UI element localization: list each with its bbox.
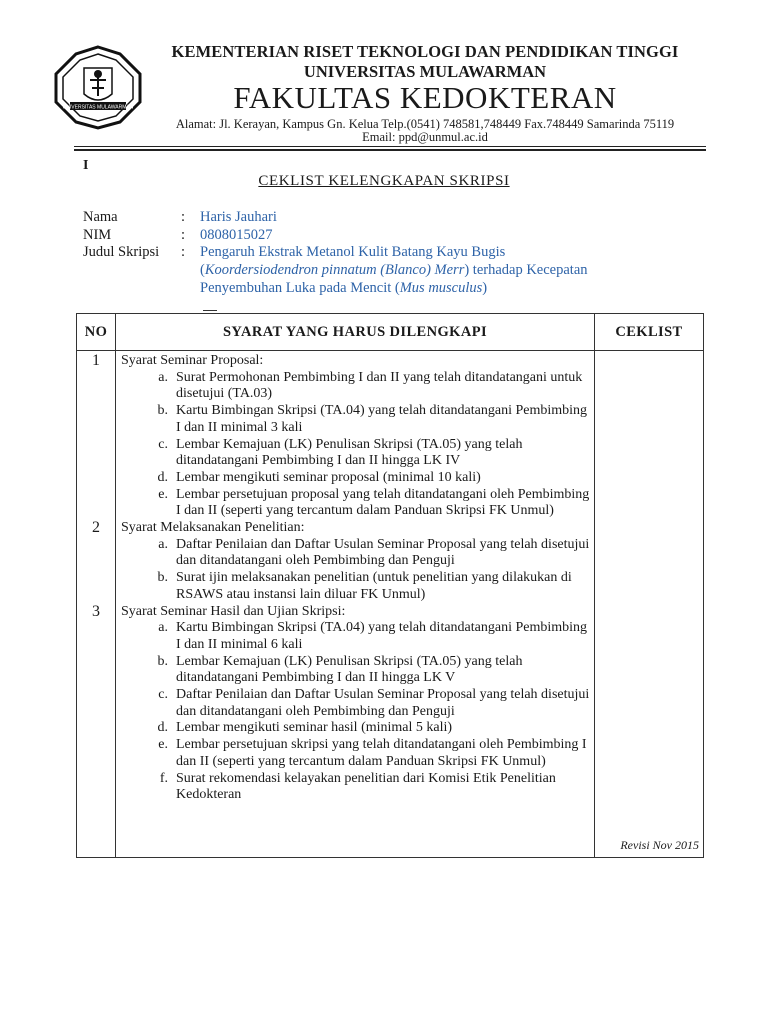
- header-divider-top: [74, 146, 706, 147]
- list-item: [121, 737, 590, 770]
- item-marker: e.: [158, 486, 168, 502]
- judul-line-2: (Koordersiodendron pinnatum (Blanco) Merr) terhadap Kecepatan: [200, 262, 588, 278]
- section-heading: Syarat Seminar Proposal:: [121, 353, 264, 368]
- document-title: CEKLIST KELENGKAPAN SKRIPSI: [258, 173, 510, 189]
- item-text: Lembar mengikuti seminar hasil (minimal 5 kali): [176, 720, 453, 736]
- nama-value: Haris Jauhari: [200, 209, 277, 225]
- requirements-list: [116, 351, 595, 858]
- list-item: [121, 487, 590, 520]
- page-marker: I: [83, 158, 89, 173]
- email-line: Email: ppd@unmul.ac.id: [362, 130, 488, 144]
- section-number: 2: [92, 519, 100, 537]
- list-item: [121, 403, 590, 436]
- item-text: Lembar Kemajuan (LK) Penulisan Skripsi (TA.05) yang telah ditandatangani Pembimbing I dan II hingga LK V: [176, 653, 523, 686]
- item-text: Surat ijin melaksanakan penelitian (untuk penelitian yang dilakukan di RSAWS atau instansi lain diluar FK Unmul): [176, 570, 572, 602]
- judul-label: Judul Skripsi: [83, 244, 160, 260]
- list-item: [121, 570, 590, 603]
- ceklist-cell[interactable]: [595, 351, 704, 858]
- nim-value: 0808015027: [200, 227, 273, 243]
- item-text: Kartu Bimbingan Skripsi (TA.04) yang telah ditandatangani Pembimbing I dan II minimal 6 kali: [176, 620, 588, 652]
- item-marker: f.: [159, 770, 168, 786]
- address-line: Alamat: Jl. Kerayan, Kampus Gn. Kelua Telp.(0541) 748581,748449 Fax.748449 Samarinda 75119: [175, 117, 675, 131]
- list-item: [121, 771, 590, 804]
- item-text: Lembar persetujuan skripsi yang telah ditandatangani oleh Pembimbing I dan II (seperti yang tercantum dalam Panduan Skripsi FK Unmul): [176, 737, 587, 769]
- judul-line-3: Penyembuhan Luka pada Mencit (Mus musculus): [200, 280, 488, 296]
- judul-line-1: Pengaruh Ekstrak Metanol Kulit Batang Kayu Bugis: [200, 244, 506, 260]
- item-text: Daftar Penilaian dan Daftar Usulan Seminar Proposal yang telah disetujui dan ditandatangani oleh Pembimbing dan Penguji: [176, 536, 590, 569]
- faculty-name: FAKULTAS KEDOKTERAN: [233, 80, 617, 115]
- item-text: Surat Permohonan Pembimbing I dan II yang telah ditandatangani untuk disetujui (TA.03): [176, 369, 583, 402]
- col-header-no: NO: [77, 314, 116, 351]
- item-marker: c.: [158, 436, 168, 452]
- item-marker: c.: [158, 687, 168, 703]
- ministry-name: KEMENTERIAN RISET TEKNOLOGI DAN PENDIDIKAN TINGGI: [171, 42, 679, 61]
- list-item: [121, 687, 590, 720]
- list-item: [121, 720, 590, 737]
- logo-text: UNIVERSITAS MULAWARMAN: [62, 104, 134, 111]
- col-header-ceklist: CEKLIST: [595, 314, 704, 351]
- item-marker: d.: [157, 469, 168, 485]
- section-number: 1: [92, 352, 100, 369]
- nama-colon: :: [181, 209, 186, 225]
- checklist-table: [76, 313, 704, 858]
- item-marker: a.: [158, 536, 168, 552]
- revision-note: Revisi Nov 2015: [620, 838, 699, 852]
- list-item: [121, 437, 590, 470]
- table-row: [77, 351, 704, 858]
- item-marker: a.: [158, 369, 168, 385]
- animal-species-name: Mus musculus: [399, 280, 483, 296]
- section-heading: Syarat Seminar Hasil dan Ujian Skripsi:: [121, 603, 346, 619]
- nim-colon: :: [181, 227, 186, 243]
- list-item: [121, 537, 590, 570]
- header-divider-bottom: [74, 149, 706, 151]
- judul-colon: :: [181, 244, 186, 260]
- nim-label: NIM: [83, 227, 112, 243]
- item-text: Kartu Bimbingan Skripsi (TA.04) yang telah ditandatangani Pembimbing I dan II minimal 3 kali: [176, 403, 588, 435]
- item-text: Lembar mengikuti seminar proposal (minimal 10 kali): [176, 469, 481, 485]
- item-marker: d.: [157, 720, 168, 736]
- nama-label: Nama: [83, 209, 118, 225]
- cursor-mark: [203, 310, 217, 311]
- section-number: 3: [92, 602, 100, 620]
- item-marker: b.: [157, 403, 168, 419]
- university-name: UNIVERSITAS MULAWARMAN: [303, 62, 547, 81]
- col-header-syarat: SYARAT YANG HARUS DILENGKAPI: [116, 314, 595, 351]
- item-text: Lembar persetujuan proposal yang telah ditandatangani oleh Pembimbing I dan II (seperti yang tercantum dalam Panduan Skripsi FK Unmul): [176, 486, 590, 519]
- item-marker: b.: [157, 570, 168, 586]
- species-name: Koordersiodendron pinnatum (Blanco) Merr: [204, 262, 465, 278]
- item-marker: b.: [157, 653, 168, 669]
- item-marker: e.: [158, 737, 168, 753]
- item-text: Lembar Kemajuan (LK) Penulisan Skripsi (TA.05) yang telah ditandatangani Pembimbing I dan II hingga LK IV: [176, 436, 523, 469]
- list-item: [121, 654, 590, 687]
- list-item: [121, 370, 590, 403]
- item-marker: a.: [158, 620, 168, 636]
- item-text: Surat rekomendasi kelayakan penelitian dari Komisi Etik Penelitian Kedokteran: [176, 770, 556, 803]
- section-heading: Syarat Melaksanakan Penelitian:: [121, 520, 305, 536]
- item-text: Daftar Penilaian dan Daftar Usulan Seminar Proposal yang telah disetujui dan ditandatangani oleh Pembimbing dan Penguji: [176, 687, 590, 719]
- list-item: [121, 620, 590, 653]
- list-item: [121, 470, 590, 487]
